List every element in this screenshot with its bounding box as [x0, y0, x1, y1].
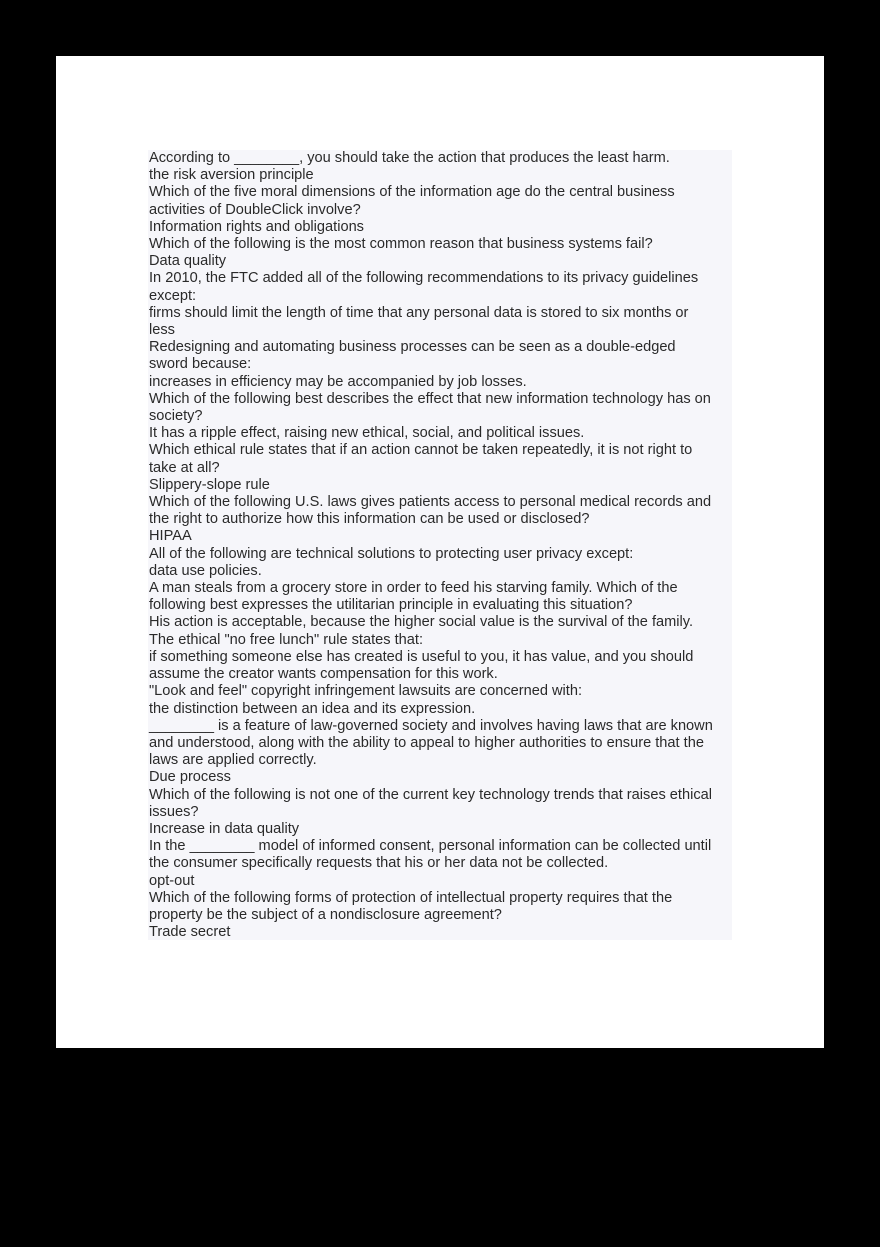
question-text: property be the subject of a nondisclosure agreement? — [149, 906, 502, 923]
question-text: ________ is a feature of law-governed society and involves having laws that are known — [149, 717, 713, 734]
answer-text: Due process — [149, 769, 231, 786]
answer-text: Information rights and obligations — [149, 218, 364, 235]
answer-text: the distinction between an idea and its expression. — [149, 700, 476, 717]
answer-text: HIPAA — [149, 528, 192, 545]
question-text: sword because: — [149, 356, 252, 373]
qa-text-block — [148, 150, 732, 940]
question-text: society? — [149, 408, 203, 425]
question-text: Which ethical rule states that if an action cannot be taken repeatedly, it is not right to — [149, 442, 693, 459]
answer-text: increases in efficiency may be accompanied by job losses. — [149, 373, 527, 390]
question-text: the right to authorize how this information can be used or disclosed? — [149, 511, 590, 528]
answer-text: Data quality — [149, 253, 227, 270]
question-text: Which of the following is not one of the current key technology trends that raises ethical — [149, 786, 712, 803]
answer-text: firms should limit the length of time that any personal data is stored to six months or — [149, 304, 689, 321]
answer-text: His action is acceptable, because the higher social value is the survival of the family. — [149, 614, 694, 631]
question-text: According to ________, you should take the action that produces the least harm. — [149, 150, 670, 166]
question-text: Which of the following forms of protection of intellectual property requires that the — [149, 889, 673, 906]
question-text: except: — [149, 287, 197, 304]
question-text: A man steals from a grocery store in order to feed his starving family. Which of the — [149, 580, 678, 597]
question-text: All of the following are technical solutions to protecting user privacy except: — [149, 545, 634, 562]
question-text: Which of the following is the most common reason that business systems fail? — [149, 236, 653, 253]
question-text: Which of the following best describes the effect that new information technology has on — [149, 390, 711, 407]
question-text: Which of the five moral dimensions of the information age do the central business — [149, 184, 675, 201]
question-text: "Look and feel" copyright infringement lawsuits are concerned with: — [149, 683, 583, 700]
question-text: In 2010, the FTC added all of the following recommendations to its privacy guidelines — [149, 270, 699, 287]
answer-text: the risk aversion principle — [149, 167, 314, 184]
answer-text: assume the creator wants compensation for this work. — [149, 666, 498, 683]
question-text: The ethical "no free lunch" rule states that: — [149, 631, 424, 648]
question-text: following best expresses the utilitarian principle in evaluating this situation? — [149, 597, 633, 614]
question-text: take at all? — [149, 459, 220, 476]
answer-text: less — [149, 322, 175, 339]
answer-text: if something someone else has created is useful to you, it has value, and you should — [149, 648, 694, 665]
answer-text: Trade secret — [149, 924, 231, 941]
answer-text: Increase in data quality — [149, 820, 300, 837]
answer-text: opt-out — [149, 872, 195, 889]
question-text: laws are applied correctly. — [149, 752, 317, 769]
question-text: issues? — [149, 803, 199, 820]
question-text: the consumer specifically requests that his or her data not be collected. — [149, 855, 609, 872]
question-text: In the ________ model of informed consent, personal information can be collected until — [149, 838, 712, 855]
question-text: activities of DoubleClick involve? — [149, 201, 361, 218]
question-text: Which of the following U.S. laws gives patients access to personal medical records and — [149, 494, 712, 511]
answer-text: Slippery-slope rule — [149, 476, 270, 493]
question-text: and understood, along with the ability to appeal to higher authorities to ensure that the — [149, 734, 704, 751]
answer-text: data use policies. — [149, 562, 262, 579]
answer-text: It has a ripple effect, raising new ethical, social, and political issues. — [149, 425, 585, 442]
question-text: Redesigning and automating business processes can be seen as a double-edged — [149, 339, 676, 356]
document-page — [56, 56, 824, 1048]
